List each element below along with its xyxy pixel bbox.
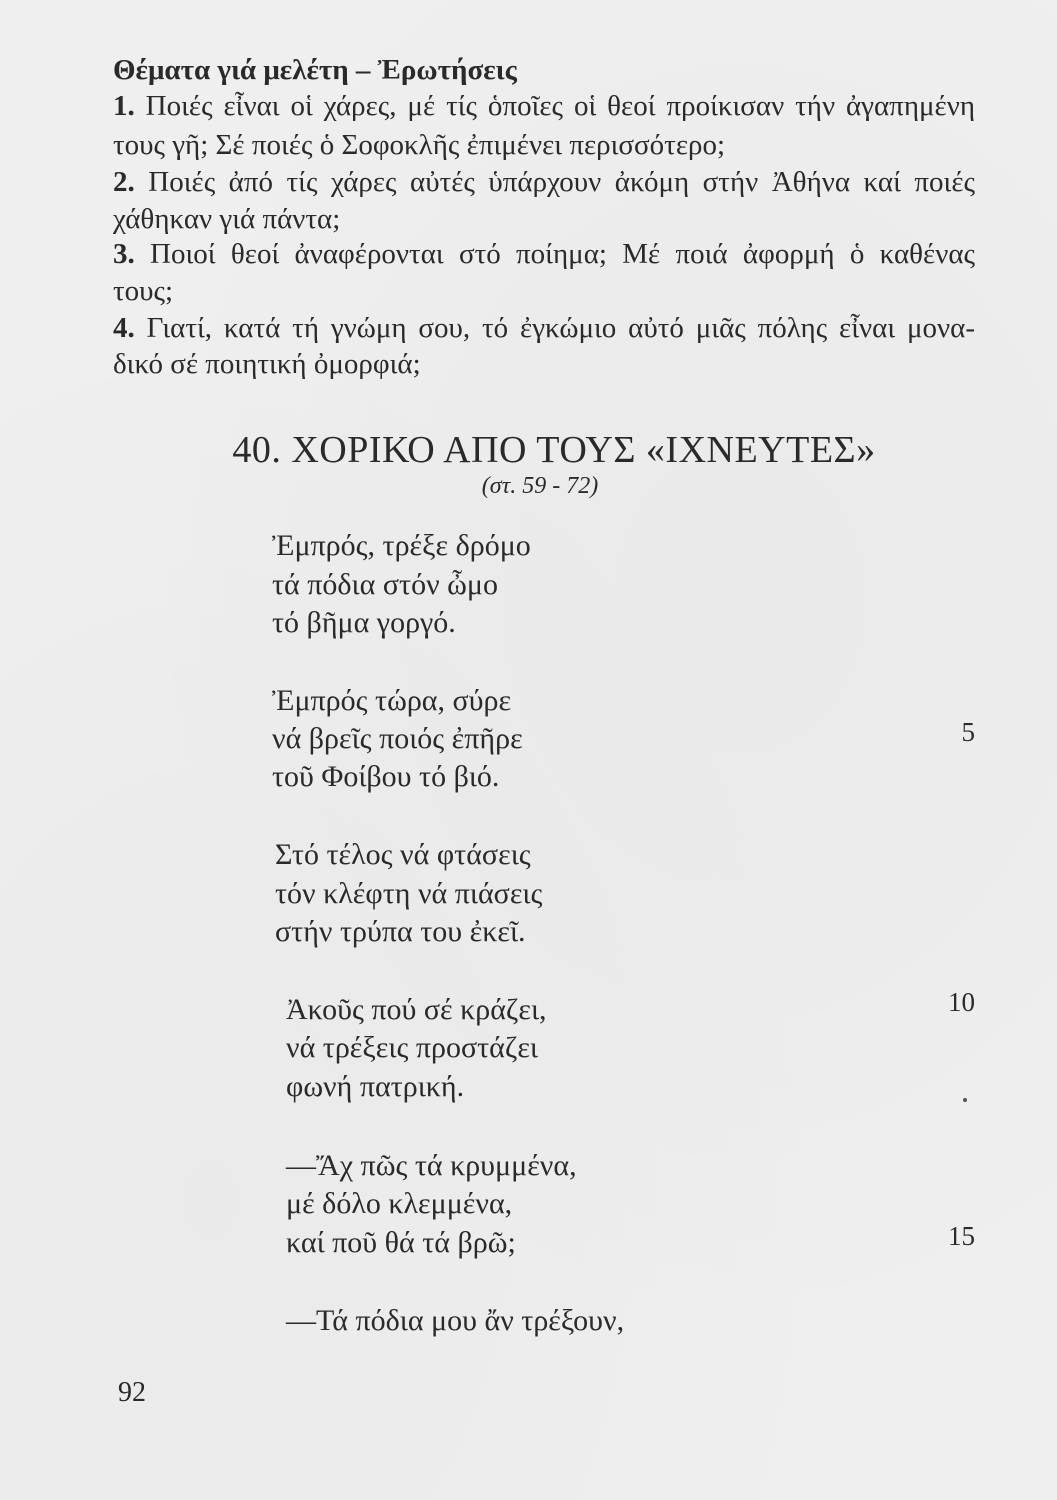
- poem-line: τό βῆμα γοργό.: [272, 606, 456, 639]
- question-2-line-1: [113, 168, 975, 197]
- poem-line: —Ἄχ πῶς τά κρυμμένα,: [286, 1149, 577, 1182]
- line-number: 15: [948, 1221, 975, 1251]
- questions-heading: Θέματα γιά μελέτη – Ἐρωτήσεις: [113, 54, 517, 86]
- poem-line: Ἀκοῦς πού σέ κράζει,: [286, 993, 547, 1026]
- question-number: 2.: [113, 166, 135, 198]
- poem-line: τοῦ Φοίβου τό βιό.: [272, 760, 500, 793]
- poem-line: νά βρεῖς ποιός ἐπῆρε: [272, 722, 523, 755]
- question-text: Ποιές ἀπό τίς χάρες αὐτές ὑπάρχουν ἀκόμη στήν Ἀθήνα καί ποιές: [148, 166, 976, 198]
- question-3-line-2: τους;: [113, 275, 174, 307]
- line-number: 5: [961, 717, 975, 747]
- poem-line: Ἐμπρός, τρέξε δρόμο: [272, 529, 531, 562]
- question-1-line-2: τους γῆ; Σέ ποιές ὁ Σοφοκλῆς ἐπιμένει περισσότερο;: [113, 129, 726, 161]
- question-number: 4.: [113, 312, 135, 344]
- question-number: 3.: [113, 238, 135, 270]
- verse-range: (στ. 59 - 72): [481, 473, 599, 499]
- poem-line: φωνή πατρική.: [286, 1070, 465, 1103]
- poem-line: νά τρέξεις προστάζει: [286, 1031, 538, 1064]
- question-number: 1.: [113, 90, 135, 122]
- poem-line: καί ποῦ θά τά βρῶ;: [286, 1226, 516, 1259]
- question-text: Ποιές εἶναι οἱ χάρες, μέ τίς ὁποῖες οἱ θεοί προίκισαν τήν ἀγαπημένη: [145, 90, 975, 122]
- question-4-line-1: [113, 314, 975, 343]
- poem-line: μέ δόλο κλεμμένα,: [286, 1187, 513, 1220]
- poem-title: 40. ΧΟΡΙΚΟ ΑΠΟ ΤΟΥΣ «ΙΧΝΕΥΤΕΣ»: [232, 429, 876, 471]
- line-number: 10: [948, 987, 975, 1017]
- question-text: Ποιοί θεοί ἀναφέρονται στό ποίημα; Μέ ποιά ἀφορμή ὁ καθένας: [150, 238, 976, 270]
- poem-line: Ἐμπρός τώρα, σύρε: [272, 684, 512, 717]
- poem-line: στήν τρύπα του ἐκεῖ.: [275, 915, 526, 948]
- poem-line: τά πόδια στόν ὦμο: [272, 568, 498, 601]
- question-text: Γιατί, κατά τή γνώμη σου, τό ἐγκώμιο αὐτό μιᾶς πόλης εἶναι μονα-: [146, 312, 976, 344]
- question-1-line-1: [113, 92, 975, 121]
- page-number: 92: [118, 1377, 146, 1408]
- poem-line: τόν κλέφτη νά πιάσεις: [275, 877, 543, 910]
- poem-line: —Τά πόδια μου ἄν τρέξουν,: [286, 1304, 625, 1337]
- question-4-line-2: δικό σέ ποιητική ὀμορφιά;: [113, 348, 421, 380]
- question-2-line-2: χάθηκαν γιά πάντα;: [113, 203, 341, 235]
- ink-dot: [963, 1098, 967, 1102]
- question-3-line-1: [113, 240, 975, 269]
- poem-line: Στό τέλος νά φτάσεις: [275, 838, 531, 871]
